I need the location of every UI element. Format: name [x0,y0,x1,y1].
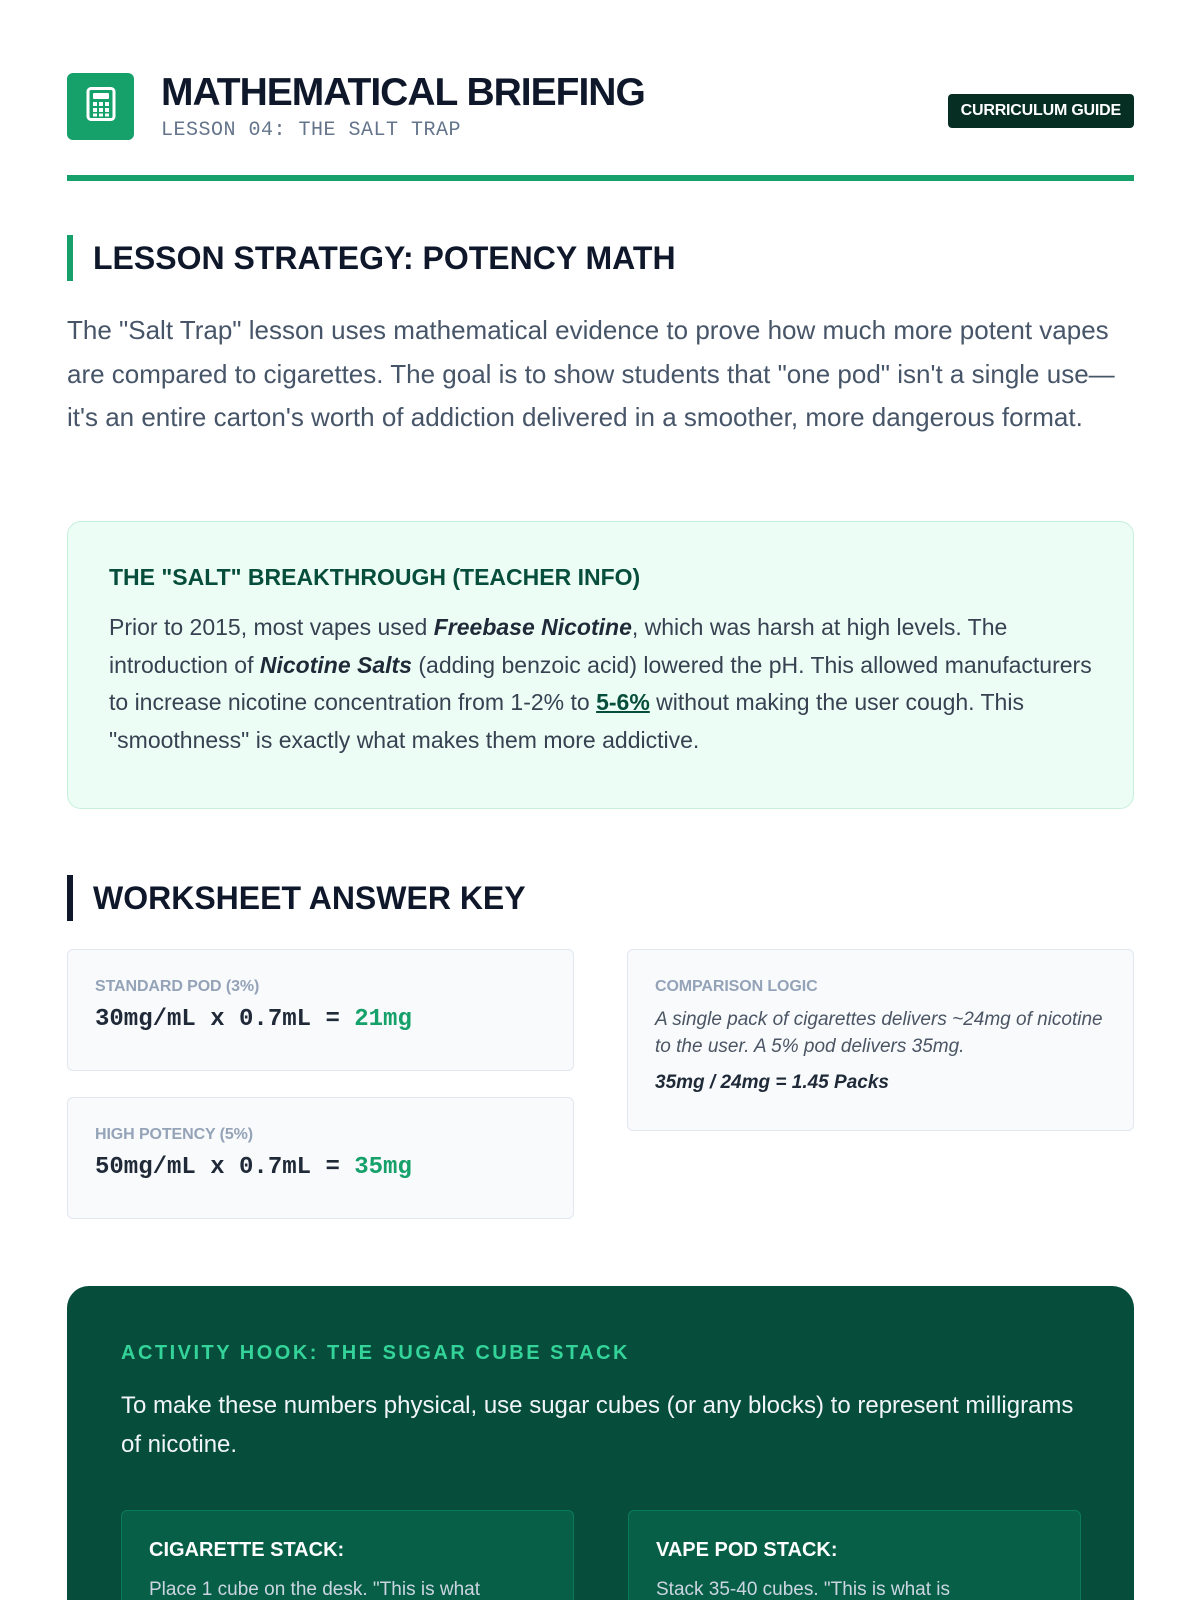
activity-block [67,1286,1134,1600]
cigarette-stack-card [121,1510,574,1600]
cigarette-stack-text: Place 1 cube on the desk. "This is what [149,1579,480,1600]
activity-text: To make these numbers physical, use sugar cubes (or any blocks) to represent milligrams of nicotine. [121,1392,1074,1458]
formula-expression: 30mg/mL x 0.7mL = [95,1006,355,1033]
teacher-info-title: THE "SALT" BREAKTHROUGH (TEACHER INFO) [109,564,641,590]
info-text-part: (adding benzoic acid) lowered the pH. This allowed manufacturers to increase nicotine concentration from 1-2% to [109,651,1092,715]
answer-key-heading: WORKSHEET ANSWER KEY [67,875,526,921]
vape-stack-text: Stack 35-40 cubes. "This is what is [656,1579,950,1600]
standard-pod-card [67,949,574,1071]
lesson-subtitle: LESSON 04: THE SALT TRAP [161,119,462,142]
logo [67,73,134,140]
strategy-intro: The "Salt Trap" lesson uses mathematical evidence to prove how much more potent vapes are compared to cigarettes. The goal is to show students that "one pod" isn't a single use—it's an entire carton's worth of addiction delivered in a smoother, more dangerous format. [67,315,1115,432]
strategy-heading: LESSON STRATEGY: POTENCY MATH [67,235,676,281]
standard-pod-formula [95,1006,546,1033]
activity-title: ACTIVITY HOOK: THE SUGAR CUBE STACK [121,1342,630,1364]
info-text-part: Prior to 2015, most vapes used [109,614,434,640]
standard-pod-label: STANDARD POD (3%) [95,978,260,995]
teacher-info-text [109,609,1092,759]
comparison-logic-label: COMPARISON LOGIC [655,978,818,995]
calculator-icon [86,87,116,126]
high-potency-label: HIGH POTENCY (5%) [95,1126,254,1143]
high-potency-formula [95,1154,546,1181]
teacher-info-box [67,521,1134,809]
cigarette-stack-title: CIGARETTE STACK: [149,1539,345,1561]
formula-result: 35mg [354,1154,412,1181]
page-title: MATHEMATICAL BRIEFING [161,71,645,114]
formula-expression: 50mg/mL x 0.7mL = [95,1154,355,1181]
high-potency-card [67,1097,574,1219]
comparison-calculation: 35mg / 24mg = 1.45 Packs [655,1072,889,1093]
vape-stack-card [628,1510,1081,1600]
info-text-part: , which was harsh at high levels. The introduction of [109,614,1008,678]
freebase-term: Freebase Nicotine [433,614,632,640]
concentration-highlight: 5-6% [596,689,650,715]
header [67,73,1134,181]
formula-result: 21mg [354,1006,412,1033]
info-text-part: without making the user cough. This "smoothness" is exactly what makes them more addictive. [109,689,1024,753]
nicotine-salts-term: Nicotine Salts [259,651,412,678]
vape-stack-title: VAPE POD STACK: [656,1539,838,1561]
comparison-logic-card [627,949,1134,1131]
curriculum-badge: CURRICULUM GUIDE [948,94,1134,128]
comparison-logic-text: A single pack of cigarettes delivers ~24mg of nicotine to the user. A 5% pod delivers 35mg. [655,1009,1103,1057]
